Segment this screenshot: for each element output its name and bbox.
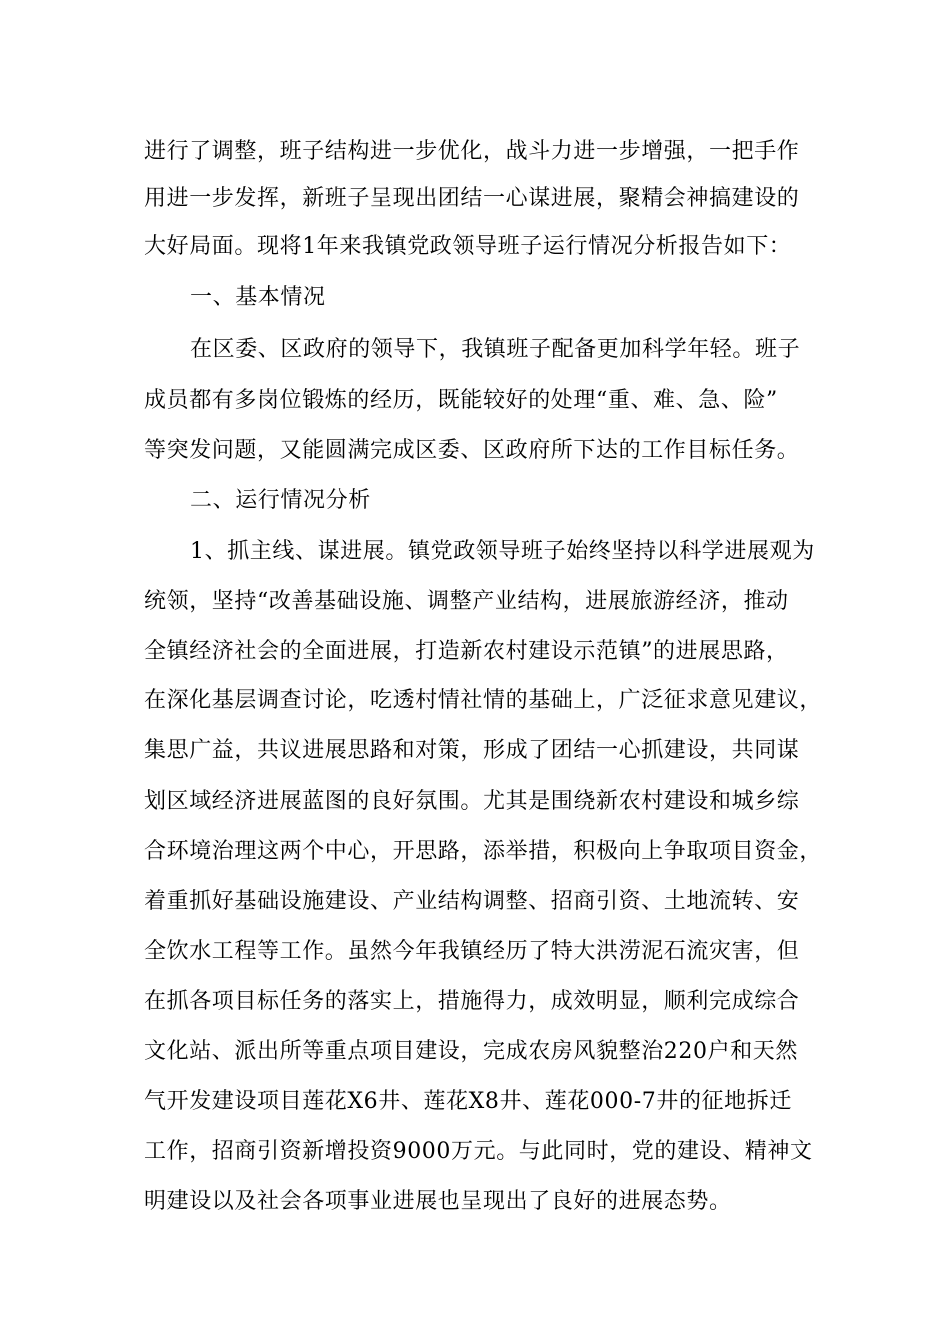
body-text-line: 用进一步发挥，新班子呈现出团结一心谋进展，聚精会神搞建设的 bbox=[144, 186, 800, 211]
body-text-line: 全镇经济社会的全面进展，打造新农村建设示范镇”的进展思路， bbox=[144, 639, 789, 664]
body-text-line: 集思广益，共议进展思路和对策，形成了团结一心抓建设，共同谋 bbox=[144, 738, 800, 763]
body-text-line: 大好局面。现将1年来我镇党政领导班子运行情况分析报告如下： bbox=[144, 234, 792, 259]
body-text-line: 文化站、派出所等重点项目建设，完成农房风貌整治220户和天然 bbox=[144, 1039, 798, 1064]
body-text-line: 成员都有多岗位锻炼的经历，既能较好的处理“重、难、急、险” bbox=[144, 388, 778, 413]
body-text-line: 在区委、区政府的领导下，我镇班子配备更加科学年轻。班子 bbox=[190, 337, 801, 362]
body-text-line: 在抓各项目标任务的落实上，措施得力，成效明显，顺利完成综合 bbox=[144, 989, 800, 1014]
body-text-line: 1、抓主线、谋进展。镇党政领导班子始终坚持以科学进展观为 bbox=[190, 539, 815, 564]
body-text-line: 统领，坚持“改善基础设施、调整产业结构，进展旅游经济，推动 bbox=[144, 589, 789, 614]
body-text-line: 着重抓好基础设施建设、产业结构调整、招商引资、土地流转、安 bbox=[144, 889, 800, 914]
body-text-line: 划区域经济进展蓝图的良好氛围。尤其是围绕新农村建设和城乡综 bbox=[144, 789, 800, 814]
body-text-line: 气开发建设项目莲花X6井、莲花X8井、莲花000-7井的征地拆迁 bbox=[144, 1089, 792, 1114]
body-text-line: 等突发问题，又能圆满完成区委、区政府所下达的工作目标任务。 bbox=[144, 438, 800, 463]
body-text-line: 工作，招商引资新增投资9000万元。与此同时，党的建设、精神文 bbox=[144, 1139, 813, 1164]
body-text-line: 进行了调整，班子结构进一步优化，战斗力进一步增强，一把手作 bbox=[144, 139, 800, 164]
body-text-line: 合环境治理这两个中心，开思路，添举措，积极向上争取项目资金， bbox=[144, 839, 823, 864]
body-text-line: 明建设以及社会各项事业进展也呈现出了良好的进展态势。 bbox=[144, 1189, 732, 1214]
body-text-line: 全饮水工程等工作。虽然今年我镇经历了特大洪涝泥石流灾害，但 bbox=[144, 939, 800, 964]
section-heading: 一、基本情况 bbox=[190, 285, 326, 310]
section-heading: 二、运行情况分析 bbox=[190, 488, 371, 513]
body-text-line: 在深化基层调查讨论，吃透村情社情的基础上，广泛征求意见建议， bbox=[144, 688, 823, 713]
